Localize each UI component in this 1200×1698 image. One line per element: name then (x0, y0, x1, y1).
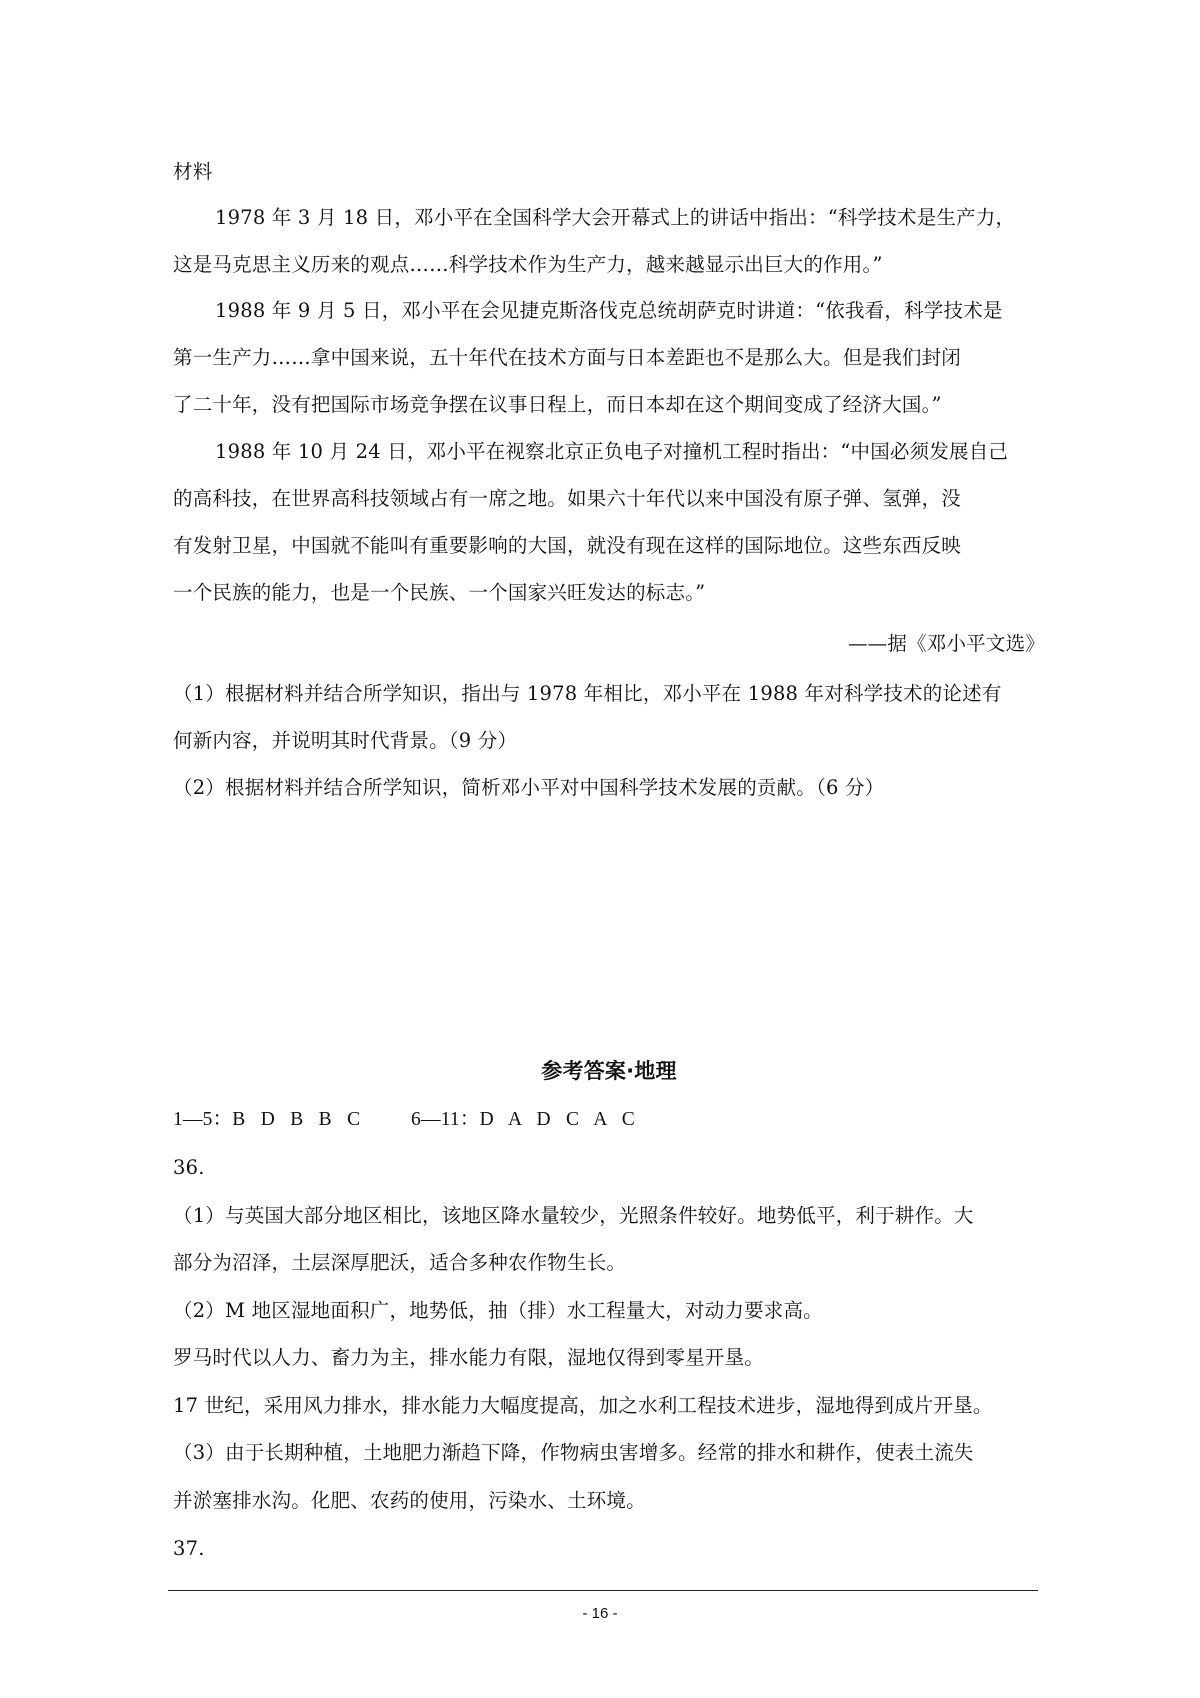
page-number: - 16 - (582, 1605, 618, 1622)
choice-answers: 1—5：B D B B C 6—11：D A D C A C (173, 1109, 635, 1130)
material-line: 这是马克思主义历来的观点……科学技术作为生产力，越来越显示出巨大的作用。” (173, 253, 883, 276)
material-source: ——据《邓小平文选》 (847, 632, 1045, 655)
question-line: （2）根据材料并结合所学知识，简析邓小平对中国科学技术发展的贡献。（6 分） (173, 776, 885, 799)
answer-line: （1）与英国大部分地区相比，该地区降水量较少，光照条件较好。地势低平，利于耕作。大 (173, 1204, 974, 1227)
material-line: 第一生产力……拿中国来说，五十年代在技术方面与日本差距也不是那么大。但是我们封闭 (173, 346, 962, 369)
answer-line: （3）由于长期种植，土地肥力渐趋下降，作物病虫害增多。经常的排水和耕作，使表土流失 (173, 1441, 974, 1464)
material-line: 1978 年 3 月 18 日，邓小平在全国科学大会开幕式上的讲话中指出：“科学技术是生产力， (215, 206, 1016, 229)
question-number: 37. (173, 1537, 205, 1560)
question-number: 36. (173, 1156, 205, 1179)
material-line: 1988 年 9 月 5 日，邓小平在会见捷克斯洛伐克总统胡萨克时讲道：“依我看，科学技术是 (215, 299, 1003, 322)
answer-line: 并淤塞排水沟。化肥、农药的使用，污染水、土环境。 (173, 1489, 646, 1512)
material-line: 的高科技，在世界高科技领域占有一席之地。如果六十年代以来中国没有原子弹、氢弹，没 (173, 487, 962, 510)
answer-line: 部分为沼泽，土层深厚肥沃，适合多种农作物生长。 (173, 1251, 627, 1274)
question-line: 何新内容，并说明其时代背景。（9 分） (173, 729, 518, 752)
material-line: 有发射卫星，中国就不能叫有重要影响的大国，就没有现在这样的国际地位。这些东西反映 (173, 534, 962, 557)
material-line: 一个民族的能力，也是一个民族、一个国家兴旺发达的标志。” (173, 581, 706, 604)
material-line: 1988 年 10 月 24 日，邓小平在视察北京正负电子对撞机工程时指出：“中国必须发展自己 (215, 440, 1009, 463)
material-label: 材料 (173, 160, 213, 183)
footer-divider (168, 1590, 1038, 1591)
answer-line: 17 世纪，采用风力排水，排水能力大幅度提高，加之水利工程技术进步，湿地得到成片开垦。 (173, 1394, 993, 1417)
question-line: （1）根据材料并结合所学知识，指出与 1978 年相比，邓小平在 1988 年对科学技术的论述有 (173, 682, 1002, 705)
material-line: 了二十年，没有把国际市场竞争摆在议事日程上，而日本却在这个期间变成了经济大国。” (173, 393, 942, 416)
answer-key-title: 参考答案·地理 (541, 1059, 677, 1083)
answer-line: （2）M 地区湿地面积广，地势低，抽（排）水工程量大，对动力要求高。 (173, 1299, 823, 1322)
answer-line: 罗马时代以人力、畜力为主，排水能力有限，湿地仅得到零星开垦。 (173, 1346, 765, 1369)
